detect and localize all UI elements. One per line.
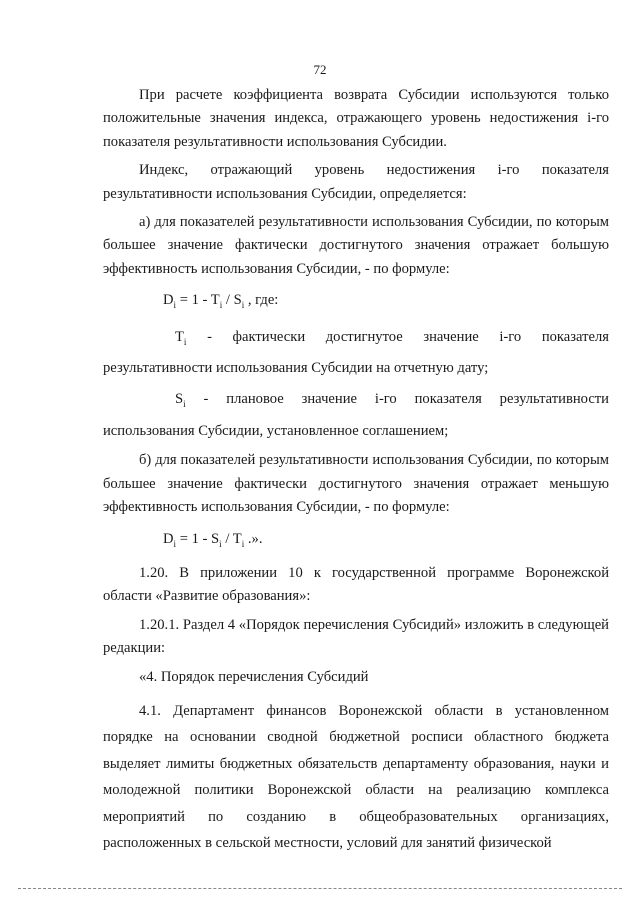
formula-b-tail: .». — [244, 530, 263, 547]
paragraph-positive-values: При расчете коэффициента возврата Субсидии используются только положительные значения индекса, отражающего уровень недостижения i-го показателя результативности использования Субсидии. — [103, 87, 609, 150]
formula-a-tail: , где: — [244, 292, 279, 309]
formula-b-sub-3: i — [241, 538, 245, 549]
symbol-t-sub: i — [183, 336, 187, 347]
formula-b-mid: = 1 - S — [176, 530, 220, 547]
paragraph-index-definition: Индекс, отражающий уровень недостижения i-го показателя результативности использования Субсидии, определяется: — [103, 162, 609, 202]
formula-b-sub-2: i — [219, 538, 222, 549]
symbol-t-letter: T — [175, 328, 184, 345]
formula-a-sub-3: i — [241, 300, 245, 311]
section-heading-4: «4. Порядок перечисления Субсидий — [139, 668, 369, 685]
paragraph-item-1-20: 1.20. В приложении 10 к государственной программе Воронежской области «Развитие образования»: — [103, 564, 609, 605]
formula-case-b — [103, 528, 609, 556]
formula-a-d: D — [163, 292, 174, 309]
symbol-s-sub: i — [183, 399, 186, 410]
paragraph-s-definition — [103, 386, 609, 444]
formula-a-mid: = 1 - T — [176, 292, 220, 309]
page-number: 72 — [313, 62, 327, 77]
formula-a-sub-1: i — [173, 300, 177, 311]
symbol-t — [139, 324, 186, 355]
paragraph-item-1-20-1: 1.20.1. Раздел 4 «Порядок перечисления Субсидий» изложить в следующей редакции: — [103, 616, 609, 657]
document-body — [103, 84, 609, 857]
t-definition-text: - фактически достигнутое значение i-го показателя результативности использования Субсидии на отчетную дату; — [103, 328, 609, 376]
page-bottom-rule — [18, 888, 622, 889]
formula-b-div: / T — [221, 530, 242, 547]
formula-a-sub-2: i — [219, 300, 223, 311]
symbol-s-letter: S — [175, 391, 184, 408]
formula-a-div: / S — [222, 292, 242, 309]
paragraph-t-definition — [103, 324, 609, 382]
formula-case-a — [103, 289, 609, 317]
paragraph-item-4-1: 4.1. Департамент финансов Воронежской области в установленном порядке на основании сводной бюджетной росписи областного бюджета выделяет лимиты бюджетных обязательств департаменту образования, науки и молодежной политики Воронежской области на реализацию комплекса мероприятий по созданию в общеобразовательных организациях, расположенных в сельской местности, условий для занятий физической — [103, 702, 609, 852]
formula-b-sub-1: i — [173, 538, 177, 549]
s-definition-text: - плановое значение i-го показателя результативности использования Субсидии, установленное соглашением; — [103, 391, 609, 439]
formula-b-d: D — [163, 530, 174, 547]
symbol-s — [139, 386, 186, 417]
paragraph-case-a: а) для показателей результативности использования Субсидии, по которым большее значение фактически достигнутого значения отражает большую эффективность использования Субсидии, - по формуле: — [103, 214, 609, 277]
paragraph-case-b: б) для показателей результативности использования Субсидии, по которым большее значение фактически достигнутого значения отражает меньшую эффективность использования Субсидии, - по формуле: — [103, 452, 609, 516]
